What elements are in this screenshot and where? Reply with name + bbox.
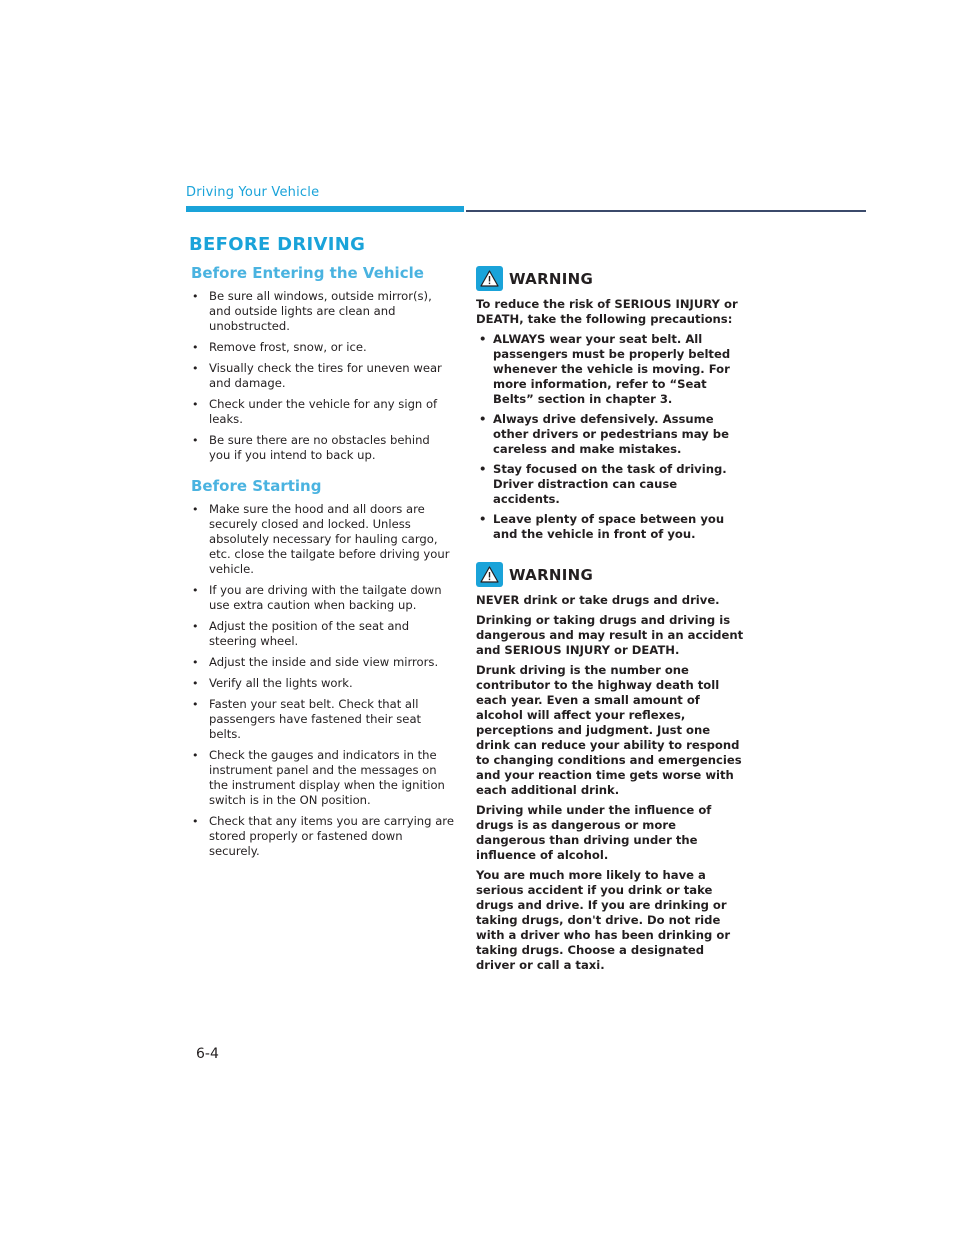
list-item: • Leave plenty of space between you and the vehicle in front of you. xyxy=(476,512,746,542)
list-item: • Adjust the inside and side view mirrors. xyxy=(186,655,454,670)
warning-box-precautions xyxy=(476,266,746,542)
header-rule xyxy=(466,210,866,212)
warning-paragraph: NEVER drink or take drugs and drive. xyxy=(476,593,720,607)
warning-paragraph: Driving while under the influence of drugs is as dangerous or more dangerous than driving under the influence of alcohol. xyxy=(476,803,712,862)
warning-intro: To reduce the risk of SERIOUS INJURY or DEATH, take the following precautions: xyxy=(476,297,738,326)
list-item: • Be sure all windows, outside mirror(s), and outside lights are clean and unobstructed. xyxy=(186,289,454,334)
before-starting-title: Before Starting xyxy=(191,477,322,495)
warning-paragraph: Drinking or taking drugs and driving is dangerous and may result in an accident and SERIOUS INJURY or DEATH. xyxy=(476,613,744,657)
list-item: • Check the gauges and indicators in the instrument panel and the messages on the instrument display when the ignition switch is in the ON position. xyxy=(186,748,454,808)
right-column xyxy=(476,266,746,993)
warning-paragraph: You are much more likely to have a serious accident if you drink or take drugs and drive. If you are drinking or taking drugs, don't drive. Do not ride with a driver who has been drinking or taking drugs. Choose a designated driver or call a taxi. xyxy=(476,868,731,972)
before-starting-list xyxy=(186,502,454,859)
list-item: • Check that any items you are carrying are stored properly or fastened down securely. xyxy=(186,814,454,859)
warning-header xyxy=(476,266,746,291)
warning-label: WARNING xyxy=(509,269,594,288)
list-item: • Remove frost, snow, or ice. xyxy=(186,340,454,355)
warning-box-drink-drive xyxy=(476,562,746,973)
list-item: • Be sure there are no obstacles behind you if you intend to back up. xyxy=(186,433,454,463)
list-item: • Stay focused on the task of driving. Driver distraction can cause accidents. xyxy=(476,462,746,507)
list-item: • Check under the vehicle for any sign of leaks. xyxy=(186,397,454,427)
warning-paragraph: Drunk driving is the number one contributor to the highway death toll each year. Even a small amount of alcohol will affect your reflexes, perceptions and judgment. Just one drink can reduce your ability to respond to changing conditions and emergencies and your reaction time gets worse with each additional drink. xyxy=(476,663,742,797)
before-entering-list xyxy=(186,289,454,463)
list-item: • If you are driving with the tailgate down use extra caution when backing up. xyxy=(186,583,454,613)
warning-triangle-icon xyxy=(476,266,503,291)
warning-header xyxy=(476,562,746,587)
page-number: 6-4 xyxy=(196,1046,219,1062)
list-item: • Adjust the position of the seat and steering wheel. xyxy=(186,619,454,649)
list-item: • Always drive defensively. Assume other drivers or pedestrians may be careless and make mistakes. xyxy=(476,412,746,457)
list-item: • Make sure the hood and all doors are securely closed and locked. Unless absolutely necessary for hauling cargo, etc. close the tailgate before driving your vehicle. xyxy=(186,502,454,577)
warning-precautions-list xyxy=(476,332,746,542)
list-item: • ALWAYS wear your seat belt. All passengers must be properly belted whenever the vehicle is moving. For more information, refer to “Seat Belts” section in chapter 3. xyxy=(476,332,746,407)
list-item: • Visually check the tires for uneven wear and damage. xyxy=(186,361,454,391)
warning-label: WARNING xyxy=(509,565,594,584)
chapter-title: Driving Your Vehicle xyxy=(186,185,320,200)
list-item: • Fasten your seat belt. Check that all passengers have fastened their seat belts. xyxy=(186,697,454,742)
left-column xyxy=(186,234,454,865)
section-title: BEFORE DRIVING xyxy=(189,234,366,255)
list-item: • Verify all the lights work. xyxy=(186,676,454,691)
header-accent-bar xyxy=(186,206,464,212)
warning-triangle-icon xyxy=(476,562,503,587)
before-entering-title: Before Entering the Vehicle xyxy=(191,264,424,282)
